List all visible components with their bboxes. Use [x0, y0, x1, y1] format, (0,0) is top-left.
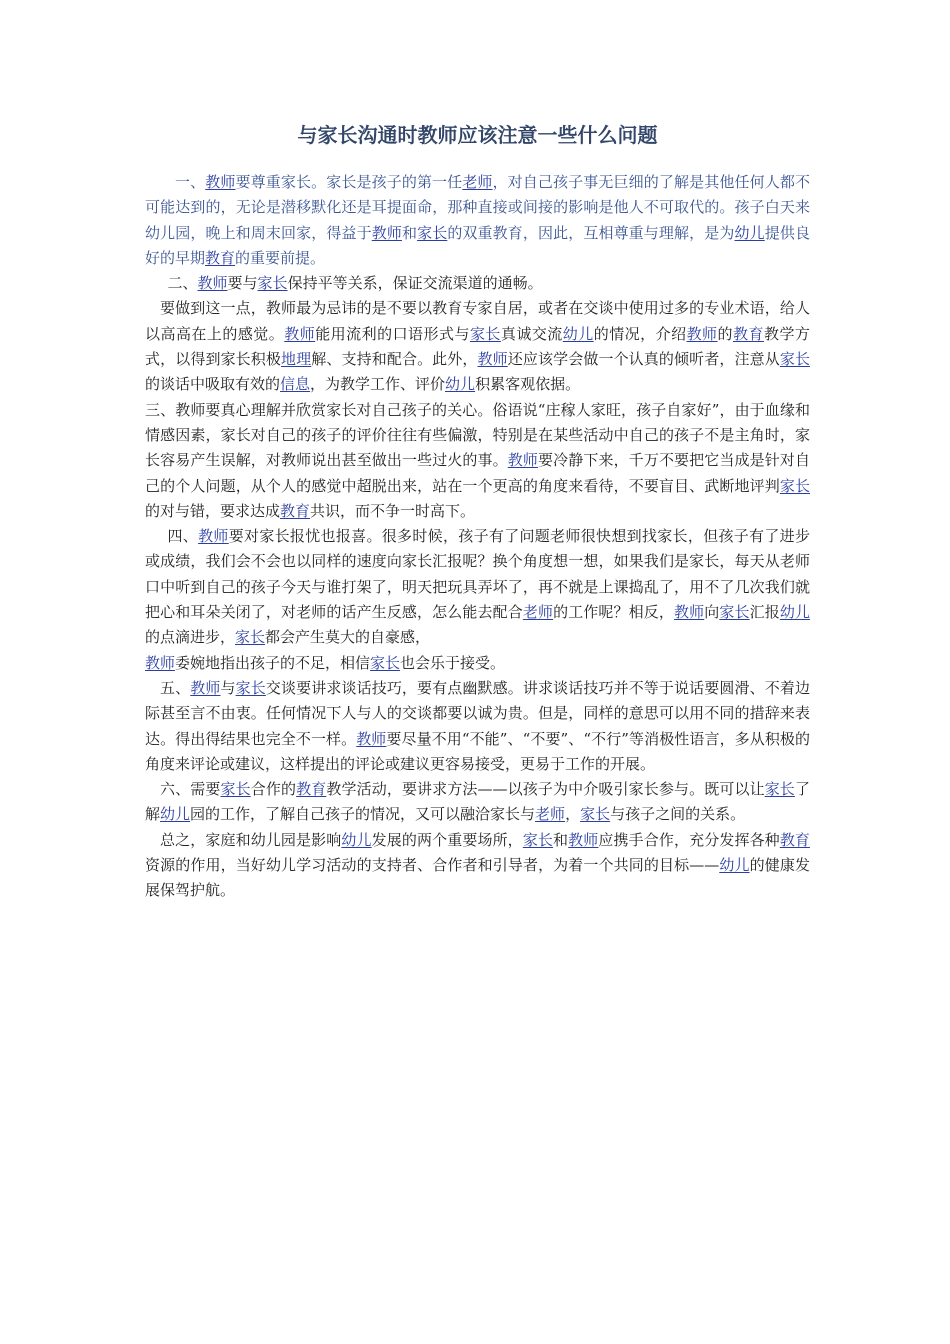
- text-run: 委婉地指出孩子的不足，相信: [175, 653, 371, 672]
- text-run: 积累客观依据。: [475, 375, 581, 394]
- text-run: 教学活动，要讲求方法——以孩子为中介吸引家长参与。既可以让: [326, 780, 765, 799]
- para-5: [145, 524, 810, 676]
- text-run: 一、: [175, 173, 206, 191]
- keyword-link[interactable]: 家长: [417, 223, 448, 242]
- keyword-link[interactable]: 幼儿: [562, 324, 594, 343]
- keyword-link[interactable]: 老师: [535, 805, 566, 824]
- text-run: 合作的: [250, 780, 297, 799]
- text-run: 资源的作用，当好幼儿学习活动的支持者、合作者和引导者，为着一个共同的目标——: [145, 856, 720, 875]
- text-run: 的对与错，要求达成: [145, 501, 281, 520]
- keyword-link[interactable]: 家长: [779, 350, 810, 369]
- text-run: 发展的两个重要场所，: [371, 830, 523, 849]
- text-run: 要冷静下来，千万不要把它当成是针对自己的个人问题，从个人的感觉中超脱出来，站在一个更高的角度来看待，不要盲目、武断地评判: [145, 451, 810, 495]
- text-run: 的工作呢？相反，: [553, 603, 674, 622]
- keyword-link[interactable]: 幼儿: [445, 375, 476, 394]
- keyword-link[interactable]: 教师: [477, 350, 508, 369]
- keyword-link[interactable]: 教育: [733, 324, 764, 343]
- keyword-link[interactable]: 教师: [507, 451, 539, 470]
- keyword-link[interactable]: 老师: [462, 173, 493, 191]
- keyword-link[interactable]: 老师: [522, 603, 554, 622]
- para-6: [145, 676, 810, 777]
- keyword-link[interactable]: 幼儿: [734, 223, 765, 242]
- keyword-link[interactable]: 教师: [145, 653, 176, 672]
- text-run: 四、: [167, 527, 199, 546]
- text-run: 的健康发展保驾护航。: [145, 856, 810, 900]
- text-run: 保持平等关系，保证交流渠道的通畅。: [287, 274, 543, 293]
- keyword-link[interactable]: 家长: [370, 653, 401, 672]
- keyword-link[interactable]: 教师: [284, 324, 316, 343]
- text-run: 六、需要: [160, 780, 221, 799]
- text-run: 总之，家庭和幼儿园是影响: [160, 830, 342, 849]
- keyword-link[interactable]: 教师: [356, 729, 387, 748]
- text-run: 交谈要讲求谈话技巧，要有点幽默感。讲求谈话技巧并不等于说话要圆滑、不着边际甚至言不由衷。任何情况下人与人的交谈都要以诚为贵。但是，同样的意思可以用不同的措辞来表达。得出得结果也完全不一样。: [145, 678, 810, 748]
- para-7: [145, 777, 810, 828]
- text-run: 和: [401, 223, 418, 242]
- para-1: [145, 170, 810, 271]
- keyword-link[interactable]: 幼儿: [779, 603, 810, 622]
- keyword-link[interactable]: 教师: [674, 603, 705, 622]
- text-run: 汇报: [749, 603, 780, 622]
- text-run: 向: [704, 603, 720, 622]
- keyword-link[interactable]: 家长: [719, 603, 750, 622]
- keyword-link[interactable]: 信息: [280, 375, 311, 394]
- keyword-link[interactable]: 教师: [197, 274, 228, 293]
- text-run: 真诚交流: [500, 324, 563, 343]
- para-8: [145, 828, 810, 904]
- text-run: 的: [717, 324, 734, 343]
- document-title: 与家长沟通时教师应该注意一些什么问题: [297, 123, 658, 147]
- keyword-link[interactable]: 教育: [779, 830, 810, 849]
- keyword-link[interactable]: 教师: [198, 527, 229, 546]
- text-run: 五、: [160, 678, 191, 697]
- text-run: 园的工作，了解自己孩子的情况，又可以融洽家长与: [190, 805, 536, 824]
- text-run: 三、教师要真心理解并欣赏家长对自己孩子的关心。俗语说“庄稼人家旺，孩子自家好”，由于血缘和情感因素，家长对自己的孩子的评价往往有些偏激，特别是在某些活动中自己的孩子不是主角时，家长容易产生误解，对教师说出甚至做出一些过火的事。: [145, 400, 810, 470]
- keyword-link[interactable]: 教育: [280, 501, 311, 520]
- keyword-link[interactable]: 教育: [205, 248, 236, 267]
- keyword-link[interactable]: 地理: [281, 350, 312, 369]
- text-run: 也会乐于接受。: [400, 653, 506, 672]
- keyword-link[interactable]: 教师: [190, 678, 221, 697]
- keyword-link[interactable]: 家长: [764, 780, 795, 799]
- keyword-link[interactable]: 幼儿: [160, 805, 191, 824]
- keyword-link[interactable]: 教师: [686, 324, 718, 343]
- text-run: 应携手合作，充分发挥各种: [598, 830, 780, 849]
- keyword-link[interactable]: 家长: [235, 628, 266, 647]
- keyword-link[interactable]: 家长: [522, 830, 554, 849]
- text-run: 教学方式，以得到家长积极: [145, 324, 810, 369]
- keyword-link[interactable]: 家长: [779, 476, 810, 495]
- text-run: 和: [553, 830, 569, 849]
- keyword-link[interactable]: 家长: [220, 780, 251, 799]
- keyword-link[interactable]: 家长: [257, 274, 288, 293]
- text-run: 了解: [145, 780, 810, 824]
- text-run: 都会产生莫大的自豪感，: [265, 628, 431, 647]
- text-run: 的谈话中吸取有效的: [145, 375, 281, 394]
- keyword-link[interactable]: 教师: [371, 223, 402, 242]
- text-run: 与: [220, 678, 236, 697]
- text-run: 的双重教育，因此，互相尊重与理解，是为: [447, 223, 735, 242]
- para-4: [145, 398, 810, 524]
- text-run: 与孩子之间的关系。: [610, 805, 746, 824]
- keyword-link[interactable]: 家长: [235, 678, 266, 697]
- document-page: [145, 120, 810, 904]
- text-run: 还应该学会做一个认真的倾听者，注意从: [507, 350, 780, 369]
- text-run: 共识，而不争一时高下。: [310, 501, 476, 520]
- text-run: 要尽量不用“不能”、“不要”、“不行”等消极性语言，多从积极的角度来评论或建议，这样提出的评论或建议更容易接受，更易于工作的开展。: [145, 729, 810, 773]
- text-run: 能用流利的口语形式与: [315, 324, 470, 343]
- text-run: 要对家长报忧也报喜。很多时候，孩子有了问题老师很快想到找家长，但孩子有了进步或成绩，我们会不会也以同样的速度向家长汇报呢？换个角度想一想，如果我们是家长，每天从老师口中听到自己的孩子今天与谁打架了，明天把玩具弄坏了，再不就是上课捣乱了，用不了几次我们就把心和耳朵关闭了，对老师的话产生反感，怎么能去配合: [145, 527, 810, 622]
- text-run: 解、支持和配合。此外，: [311, 350, 478, 369]
- text-run: ，: [565, 805, 581, 824]
- text-run: ，对自己孩子事无巨细的了解是其他任何人都不可能达到的，无论是潜移默化还是耳提面命，那种直接或间接的影响是他人不可取代的。孩子白天来幼儿园，晚上和周末回家，得益于: [145, 173, 810, 242]
- text-run: 提供良好的早期: [145, 223, 810, 267]
- para-2: [145, 271, 810, 296]
- text-run: 二、: [167, 274, 198, 293]
- keyword-link[interactable]: 教育: [296, 780, 327, 799]
- para-3: [145, 296, 810, 397]
- keyword-link[interactable]: 幼儿: [341, 830, 372, 849]
- keyword-link[interactable]: 教师: [205, 173, 236, 191]
- text-run: 的点滴进步，: [145, 628, 236, 647]
- text-run: 要与: [227, 274, 258, 293]
- text-run: 的重要前提。: [235, 248, 326, 267]
- text-run: 要做到这一点，教师最为忌讳的是不要以教育专家自居，或者在交谈中使用过多的专业术语，给人以高高在上的感觉。: [145, 299, 810, 343]
- text-run: ，为教学工作、评价: [310, 375, 446, 394]
- keyword-link[interactable]: 家长: [580, 805, 611, 824]
- keyword-link[interactable]: 教师: [568, 830, 599, 849]
- document-body: [145, 170, 810, 904]
- text-run: 的情况，介绍: [593, 324, 687, 343]
- keyword-link[interactable]: 幼儿: [719, 856, 750, 875]
- text-run: 要尊重家长。家长是孩子的第一任: [235, 173, 463, 191]
- keyword-link[interactable]: 家长: [469, 324, 501, 343]
